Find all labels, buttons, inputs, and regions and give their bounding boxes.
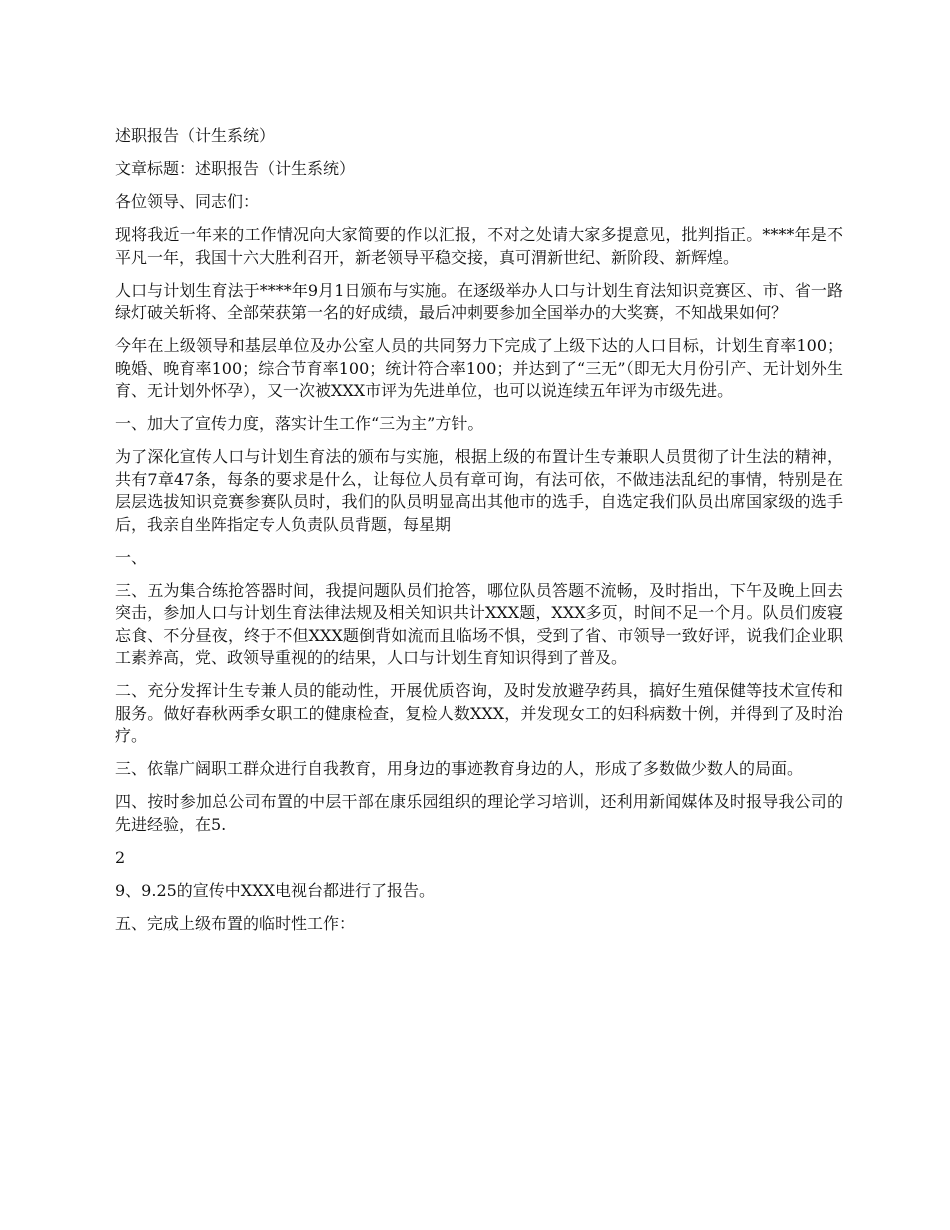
section-heading-1: 一、加大了宣传力度，落实计生工作“三为主”方针。: [115, 414, 484, 433]
paragraph-law-competition: 人口与计划生育法于****年9月1日颁布与实施。在逐级举办人口与计划生育法知识竞赛区、市、省一路绿灯破关斩将、全部荣获第一名的好成绩，最后冲刺要参加全国举办的大奖赛，不知战果如何？: [115, 280, 843, 322]
section-heading-2: 二、充分发挥计生专兼人员的能动性，开展优质咨询，及时发放避孕药具，搞好生殖保健等技术宣传和服务。做好春秋两季女职工的健康检查，复检人数XXX，并发现女工的妇科病数十例，并得到了及时治疗。: [115, 681, 843, 745]
article-title-line: 文章标题：述职报告（计生系统）: [115, 159, 356, 178]
paragraph-publicity: 为了深化宣传人口与计划生育法的颁布与实施，根据上级的布置计生专兼职人员贯彻了计生法的精神，共有7章47条，每条的要求是什么，让每位人员有章可询，有法可依，不做违法乱纪的事情，特别是在层层选拔知识竞赛参赛队员时，我们的队员明显高出其他市的选手，自选定我们队员出席国家级的选手后，我亲自坐阵指定专人负责队员背题，每星期: [115, 447, 843, 534]
paragraph-intro: 现将我近一年来的工作情况向大家简要的作以汇报，不对之处请大家多提意见，批判指正。****年是不平凡一年，我国十六大胜利召开，新老领导平稳交接，真可渭新世纪、新阶段、新辉煌。: [115, 225, 843, 267]
paragraph-training: 三、五为集合练抢答器时间，我提问题队员们抢答，哪位队员答题不流畅，及时指出，下午及晚上回去突击，参加人口与计划生育法律法规及相关知识共计XXX题，XXX多页，时间不足一个月。队员们废寝忘食、不分昼夜，终于不但XXX题倒背如流而且临场不惧，受到了省、市领导一致好评，说我们企业职工素养高，党、政领导重视的的结果，人口与计划生育知识得到了普及。: [115, 580, 843, 667]
paragraph-fragment-one: 一、: [115, 547, 148, 567]
salutation: 各位领导、同志们：: [115, 192, 260, 211]
paragraph-fragment-two: 2: [115, 847, 126, 867]
paragraph-targets: 今年在上级领导和基层单位及办公室人员的共同努力下完成了上级下达的人口目标，计划生育率100；晚婚、晚育率100；综合节育率100；统计符合率100；并达到了“三无”（即无大月份引产、无计划外生育、无计划外怀孕），又一次被XXX市评为先进单位，也可以说连续五年评为市级先进。: [115, 336, 843, 400]
document-body: [115, 125, 843, 946]
section-heading-4: 四、按时参加总公司布置的中层干部在康乐园组织的理论学习培训，还利用新闻媒体及时报导我公司的先进经验，在5.: [115, 792, 843, 834]
document-title: 述职报告（计生系统）: [115, 126, 276, 145]
paragraph-tv-report: 9、9.25的宣传中XXX电视台都进行了报告。: [115, 880, 435, 900]
section-heading-5: 五、完成上级布置的临时性工作：: [115, 913, 356, 933]
section-heading-3: 三、依靠广阔职工群众进行自我教育，用身边的事迹教育身边的人，形成了多数做少数人的局面。: [115, 759, 804, 778]
